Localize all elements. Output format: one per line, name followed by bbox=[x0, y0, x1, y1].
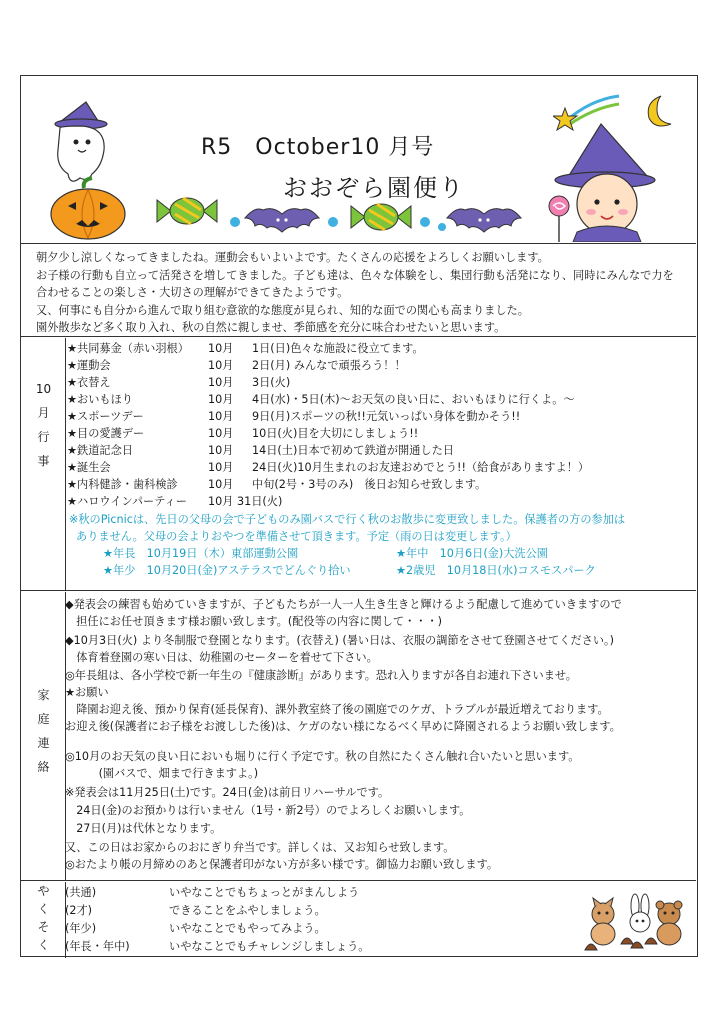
intro-line: 朝夕少し涼しくなってきましたね。運動会もいよいよです。たくさんの応援をよろしくお願いします。 bbox=[36, 251, 549, 264]
home-notice-line: 24日(金)のお預かりは行いません（1号・新2号）のでよろしくお願いします。 bbox=[65, 804, 471, 817]
home-notice-line: ★お願い bbox=[65, 686, 109, 699]
dot-icon bbox=[327, 216, 339, 228]
event-name: ★運動会 bbox=[67, 359, 111, 372]
promise-group: (共通) bbox=[65, 886, 97, 899]
picnic-schedule-item: ★年中 10月6日(金)大洗公園 bbox=[396, 547, 548, 560]
event-detail: 中旬(2号・3号のみ) 後日お知らせ致します。 bbox=[252, 478, 487, 491]
promise-group: (年少) bbox=[65, 922, 97, 935]
candy-icon bbox=[153, 194, 221, 228]
intro-line: お子様の行動も自立って活発さを増してきました。子ども達は、色々な体験をし、集団行動も活発になり、同時にみんなで力を bbox=[36, 268, 674, 282]
event-month: 10月 bbox=[208, 461, 234, 474]
promise-label-char: そ bbox=[37, 920, 50, 934]
promise-text: いやなことでもちょっとがまんしよう bbox=[169, 886, 360, 899]
event-month: 10月 bbox=[208, 427, 234, 440]
events-label-char: 10 bbox=[35, 382, 52, 396]
events-label-char: 行 bbox=[37, 430, 50, 444]
candy-icon bbox=[347, 200, 415, 234]
events-section bbox=[21, 338, 696, 591]
events-label bbox=[21, 338, 66, 590]
picnic-note: ありません。父母の会よりおやつを準備させて頂きます。予定（雨の日は変更します。） bbox=[76, 530, 517, 543]
bat-icon bbox=[243, 204, 321, 240]
event-name: ★誕生会 bbox=[67, 461, 111, 474]
intro-line: 園外散歩など多く取り入れ、秋の自然に親しませ、季節感を充分に味合わせたいと思います。 bbox=[36, 321, 506, 335]
newsletter-issue-title: R5 October10 月号 bbox=[201, 135, 435, 160]
pumpkin-icon bbox=[48, 176, 128, 240]
event-detail: 1日(日)色々な施設に役立てます。 bbox=[252, 342, 424, 355]
event-detail: 10日(火)目を大切にしましょう!! bbox=[252, 427, 419, 440]
event-month: 10月 bbox=[208, 376, 234, 389]
event-detail: 4日(水)・5日(木)～お天気の良い日に、おいもほりに行くよ。～ bbox=[252, 393, 575, 406]
promise-label-char: く bbox=[37, 902, 50, 916]
witch-child-illustration bbox=[537, 120, 663, 242]
promise-group: (年長・年中) bbox=[65, 940, 130, 953]
event-detail: 10月 31日(火) bbox=[208, 495, 283, 508]
bat-icon bbox=[445, 204, 523, 240]
ghost-illustration bbox=[46, 100, 126, 188]
event-name: ★ハロウインパーティー bbox=[67, 495, 187, 508]
home-notice-line: ◆発表会の練習も始めていきますが、子どもたちが一人一人生き生きと輝けるよう配慮して進めていきますので bbox=[65, 598, 622, 611]
home-label-char: 家 bbox=[37, 688, 50, 702]
home-notice-line: 又、この日はお家からのおにぎり弁当です。詳しくは、又お知らせ致します。 bbox=[65, 841, 455, 854]
event-name: ★共同募金（赤い羽根） bbox=[67, 342, 189, 355]
promise-label-char: く bbox=[37, 938, 50, 952]
promise-label-char: や bbox=[37, 884, 50, 898]
home-notice-line: ◎10月のお天気の良い日においも堀りに行く予定です。秋の自然にたくさん触れ合いたいと思います。 bbox=[65, 750, 580, 763]
home-label-char: 絡 bbox=[37, 760, 50, 774]
newsletter-sheet bbox=[20, 75, 698, 957]
events-label-char: 事 bbox=[37, 454, 50, 468]
event-detail: 9日(月)スポーツの秋!!元気いっぱい身体を動かそう!! bbox=[252, 410, 521, 423]
picnic-schedule-item: ★年長 10月19日（木）東部運動公園 bbox=[103, 547, 299, 560]
home-notice-line: お迎え後(保護者にお子様をお渡しした後)は、ケガのない様になるべく早めに降園されるようお願い致します。 bbox=[65, 720, 621, 733]
event-month: 10月 bbox=[208, 444, 234, 457]
event-month: 10月 bbox=[208, 478, 234, 491]
home-notice-line: 降園お迎え後、預かり保育(延長保育)、課外教室終了後の園庭でのケガ、トラブルが最近増えております。 bbox=[65, 703, 609, 716]
promise-group: (2才) bbox=[65, 904, 93, 917]
event-detail: 2日(月) みんなで頑張ろう！！ bbox=[252, 359, 406, 372]
event-name: ★鉄道記念日 bbox=[67, 444, 133, 457]
home-notice-line: ◆10月3日(火) より冬制服で登園となります。(衣替え) (暑い日は、衣服の調節をさせて登園させてください。) bbox=[65, 634, 615, 647]
picnic-schedule-item: ★年少 10月20日(金)アステラスでどんぐり拾い bbox=[103, 564, 351, 577]
home-notice-line: ※発表会は11月25日(土)です。24日(金)は前日リハーサルです。 bbox=[65, 786, 390, 799]
home-notice-line: (園バスで、畑まで行きますよ。) bbox=[65, 767, 259, 780]
event-month: 10月 bbox=[208, 342, 234, 355]
event-month: 10月 bbox=[208, 410, 234, 423]
intro-line: 合わせることの楽しさ・大切さの理解ができてきたようです。 bbox=[36, 286, 349, 300]
newsletter-header bbox=[21, 76, 696, 244]
dot-icon bbox=[419, 216, 431, 228]
event-name: ★衣替え bbox=[67, 376, 111, 389]
promise-section bbox=[21, 882, 696, 958]
promise-label bbox=[21, 882, 66, 958]
home-notice-line: 27日(月)は代休となります。 bbox=[65, 822, 222, 835]
event-detail: 14日(土)日本で初めて鉄道が開通した日 bbox=[252, 444, 454, 457]
dot-icon bbox=[229, 216, 241, 228]
event-detail: 3日(火) bbox=[252, 376, 291, 389]
promise-text: いやなことでもやってみよう。 bbox=[169, 922, 326, 935]
newsletter-name-title: おおぞら園便り bbox=[283, 174, 465, 202]
event-month: 10月 bbox=[208, 393, 234, 406]
picnic-note: ※秋のPicnicは、先日の父母の会で子どものみ園バスで行く秋のお散歩に変更致しました。保護者の方の参加は bbox=[69, 513, 626, 526]
promise-text: できることをふやしましょう。 bbox=[169, 904, 326, 917]
home-notice-line: 体育着登園の寒い日は、幼稚園のセーターを着せて下さい。 bbox=[65, 651, 378, 664]
picnic-schedule-item: ★2歳児 10月18日(水)コスモスパーク bbox=[396, 564, 596, 577]
home-label-char: 連 bbox=[37, 736, 50, 750]
animals-chestnut-illustration bbox=[581, 888, 689, 952]
intro-line: 又、何事にも自分から進んで取り組む意欲的な態度が見られ、知的な面での関心も高まりました。 bbox=[36, 303, 529, 317]
home-label-char: 庭 bbox=[37, 712, 50, 726]
promise-text: いやなことでもチャレンジしましょう。 bbox=[169, 940, 370, 953]
event-month: 10月 bbox=[208, 359, 234, 372]
event-detail: 24日(火)10月生まれのお友達おめでとう!!（給食がありますよ！） bbox=[252, 461, 590, 474]
event-name: ★目の愛護デー bbox=[67, 427, 145, 440]
home-notices-section bbox=[21, 592, 696, 881]
home-notice-line: ◎年長組は、各小学校で新一年生の『健康診断』があります。恐れ入りますが各自お連れ下さいませ。 bbox=[65, 669, 577, 682]
events-label-char: 月 bbox=[37, 406, 50, 420]
home-notice-line: ◎おたより帳の月締めのあと保護者印がない方が多い様です。御協力お願い致します。 bbox=[65, 858, 499, 871]
home-notice-line: 担任にお任せ頂きます様お願い致します。(配役等の内容に関して・・・) bbox=[65, 615, 443, 628]
event-name: ★スポーツデー bbox=[67, 410, 144, 423]
intro-section bbox=[21, 245, 696, 337]
home-label bbox=[21, 592, 66, 880]
event-name: ★内科健診・歯科検診 bbox=[67, 478, 178, 491]
event-name: ★おいもほり bbox=[67, 393, 133, 406]
